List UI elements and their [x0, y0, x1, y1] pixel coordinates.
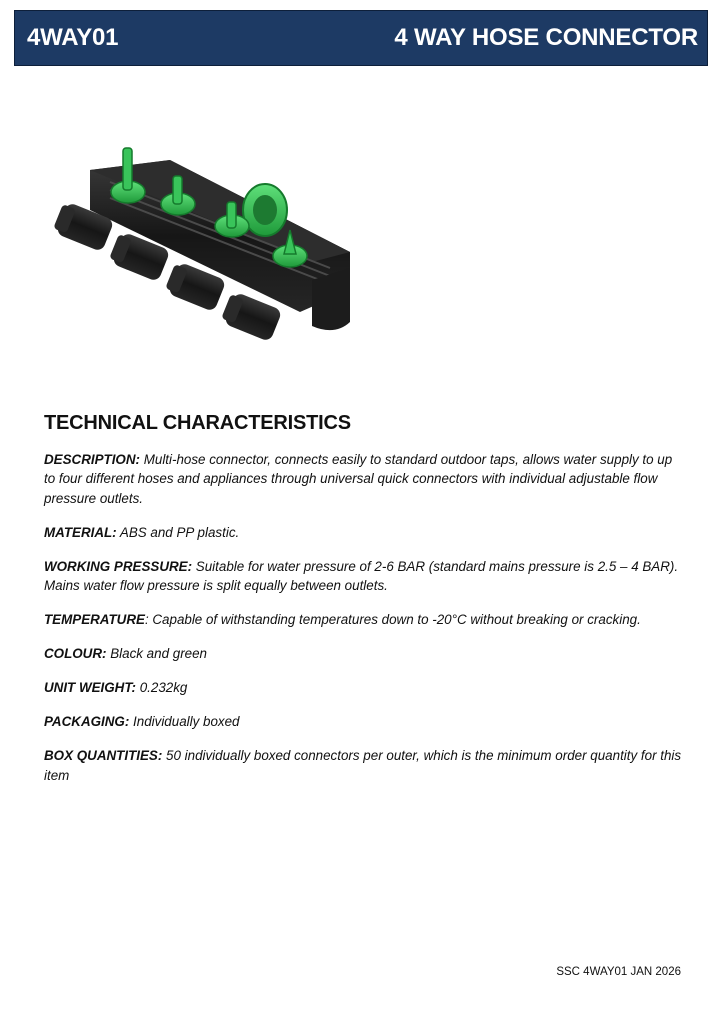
product-image	[50, 140, 360, 350]
spec-box-quantities	[44, 746, 684, 785]
spec-value: ABS and PP plastic.	[119, 524, 240, 540]
spec-working-pressure	[44, 557, 684, 596]
footer-reference: SSC 4WAY01 JAN 2026	[556, 966, 681, 978]
spec-label: PACKAGING:	[44, 714, 130, 730]
spec-value: Suitable for water pressure of 2-6 BAR (standard mains pressure is 2.5 – 4 BAR). Mains water flow pressure is split equally between outlets.	[44, 558, 679, 594]
spec-material	[44, 523, 684, 542]
spec-value: 0.232kg	[139, 680, 188, 696]
spec-value: 50 individually boxed connectors per outer, which is the minimum order quantity for this item	[44, 748, 682, 783]
spec-label: WORKING PRESSURE:	[44, 558, 193, 574]
spec-label: UNIT WEIGHT:	[44, 680, 136, 696]
spec-value: Multi-hose connector, connects easily to standard outdoor taps, allows water supply to up to four different hoses and appliances through universal quick connectors with individual adjustable flow pressure outlets.	[44, 452, 673, 506]
product-code: 4WAY01	[27, 24, 119, 51]
spec-unit-weight	[44, 678, 684, 697]
spec-value: : Capable of withstanding temperatures down to -20°C without breaking or cracking.	[144, 612, 641, 628]
product-title: 4 WAY HOSE CONNECTOR	[394, 24, 698, 51]
spec-label: COLOUR:	[44, 646, 107, 662]
spec-label: MATERIAL:	[44, 524, 117, 540]
spec-packaging	[44, 712, 684, 731]
header-banner	[14, 10, 708, 66]
spec-colour	[44, 644, 684, 663]
spec-value: Black and green	[110, 646, 207, 662]
spec-label: BOX QUANTITIES:	[44, 748, 163, 764]
spec-description	[44, 450, 684, 508]
spec-value: Individually boxed	[133, 714, 240, 730]
spec-temperature	[44, 610, 684, 629]
spec-label: DESCRIPTION:	[44, 452, 140, 467]
spec-label: TEMPERATURE	[44, 612, 145, 628]
spec-list	[44, 450, 684, 800]
section-title: TECHNICAL CHARACTERISTICS	[44, 412, 351, 434]
